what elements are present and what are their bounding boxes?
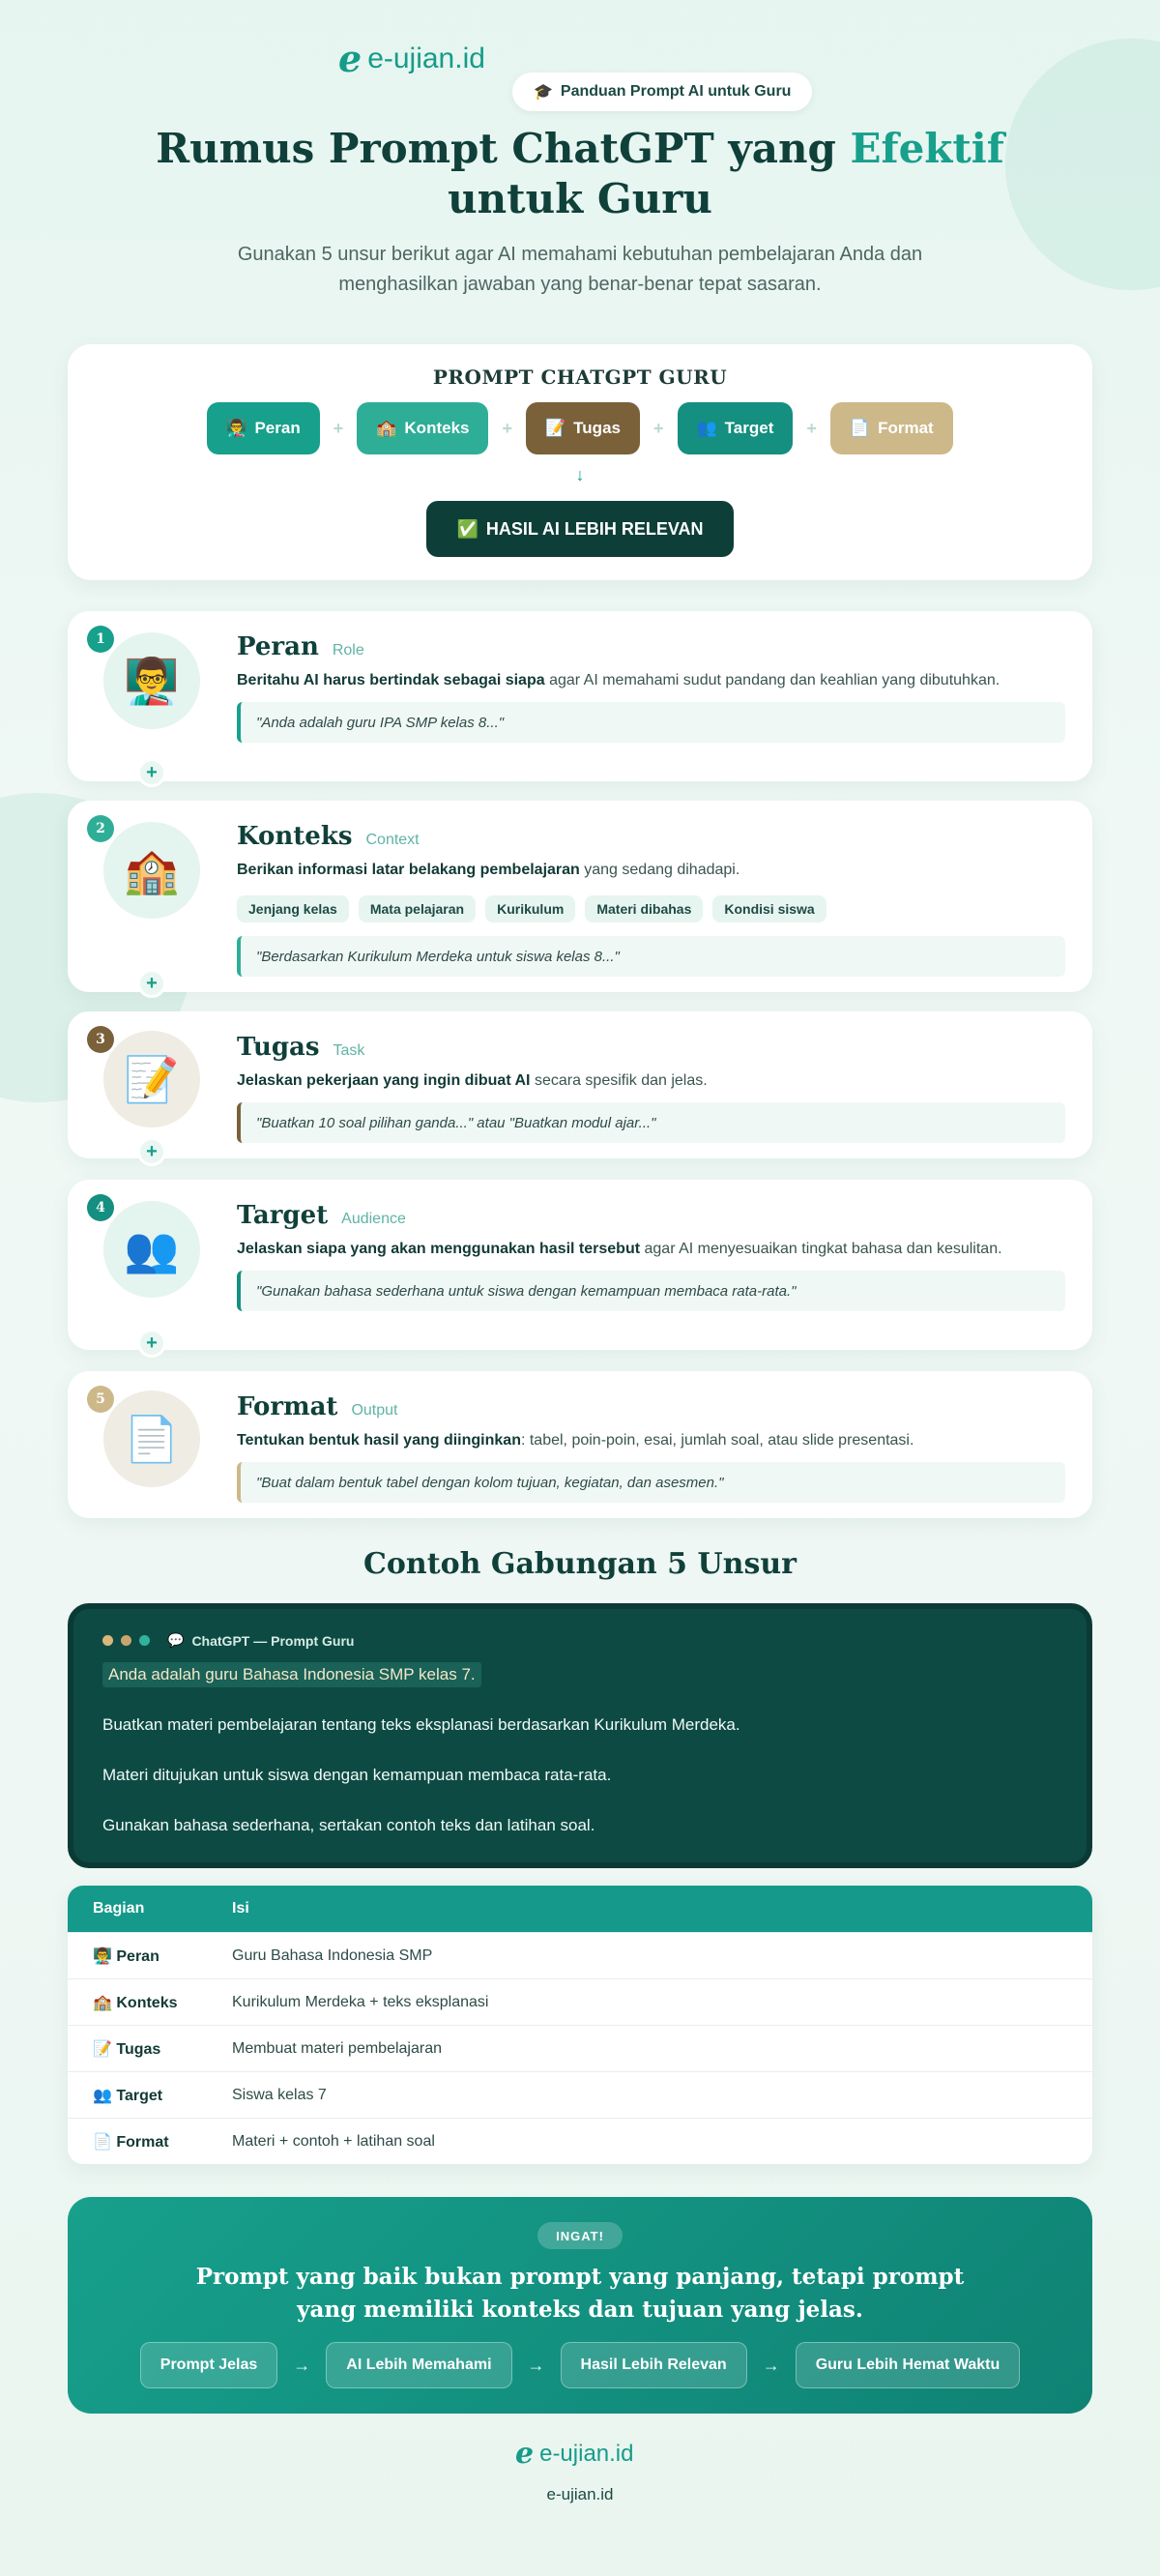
window-dot-icon [121,1635,131,1646]
people-icon: 👥 [696,419,717,437]
step-description-rest: secara spesifik dan jelas. [530,1072,708,1089]
plus-connector-icon: + [137,969,166,998]
step-example: "Anda adalah guru IPA SMP kelas 8..." [237,702,1065,743]
teacher-icon: 👨‍🏫 [93,1947,112,1965]
row-value: Kurikulum Merdeka + teks eksplanasi [232,1993,489,2010]
check-icon: ✅ [456,518,478,539]
document-icon: 📄 [103,1390,200,1487]
table-row [68,1932,1092,1978]
chip-target [678,402,794,454]
flow-step: AI Lebih Memahami [326,2342,511,2388]
step-description-bold: Jelaskan siapa yang akan menggunakan hasil tersebut [237,1241,641,1257]
step-card-target [68,1180,1092,1350]
step-description-rest: yang sedang dihadapi. [579,862,740,878]
step-description [237,669,1065,692]
step-description-bold: Tentukan bentuk hasil yang diinginkan [237,1432,521,1449]
table-header [68,1886,1092,1932]
context-tag: Kurikulum [485,895,575,922]
chip-label: Target [724,419,774,437]
step-subtitle: Role [332,642,364,659]
step-card-tugas [68,1011,1092,1158]
row-value: Guru Bahasa Indonesia SMP [232,1947,433,1964]
footer-url[interactable]: e-ujian.id [546,2485,614,2503]
step-number: 5 [87,1386,114,1413]
logo-mark-icon: e [515,2437,535,2471]
step-description [237,1429,1065,1452]
guide-badge-label: Panduan Prompt AI untuk Guru [560,83,792,100]
chat-example [68,1603,1092,1868]
column-header: Isi [232,1900,249,1917]
memo-icon: 📝 [103,1031,200,1127]
arrow-right-icon: → [762,2355,780,2375]
step-number: 4 [87,1194,114,1221]
document-icon: 📄 [93,2133,112,2151]
arrow-right-icon: → [527,2355,545,2375]
title-part-2: untuk Guru [448,175,712,222]
chip-peran [207,402,319,454]
table-row [68,2118,1092,2164]
row-value: Membuat materi pembelajaran [232,2039,442,2057]
table-row [68,2071,1092,2118]
step-description-bold: Beritahu AI harus bertindak sebagai siapa [237,672,545,688]
step-description-rest: agar AI menyesuaikan tingkat bahasa dan kesulitan. [640,1241,1002,1257]
context-tag: Kondisi siswa [712,895,826,922]
reminder-card [68,2197,1092,2414]
formula-card [68,344,1092,580]
plus-icon: + [333,418,344,438]
title-part-1: Rumus Prompt ChatGPT yang [156,125,836,172]
chip-format [830,402,953,454]
step-title: Tugas [237,1033,320,1062]
chat-line: Materi ditujukan untuk siswa dengan kemampuan membaca rata-rata. [102,1766,612,1784]
row-value: Materi + contoh + latihan soal [232,2132,435,2150]
plus-icon: + [502,418,512,438]
step-subtitle: Context [365,832,420,848]
plus-connector-icon: + [137,1329,166,1358]
teacher-icon: 👨‍🏫 [103,632,200,729]
step-title: Format [237,1392,338,1421]
summary-table [68,1886,1092,2164]
plus-connector-icon: + [137,758,166,787]
chat-line: Anda adalah guru Bahasa Indonesia SMP kelas 7. [102,1662,481,1687]
step-example: "Buatkan 10 soal pilihan ganda..." atau "Buatkan modul ajar..." [237,1102,1065,1143]
logo-mark-icon: e [338,37,362,80]
brand-logo[interactable] [338,37,485,80]
step-description [237,1238,1065,1261]
chip-label: Format [878,419,934,437]
chat-line: Buatkan materi pembelajaran tentang teks eksplanasi berdasarkan Kurikulum Merdeka. [102,1715,740,1734]
chat-header [102,1632,1058,1649]
step-subtitle: Audience [341,1211,406,1227]
context-tag: Materi dibahas [585,895,703,922]
table-row [68,1978,1092,2025]
school-icon: 🏫 [103,822,200,919]
arrow-down-icon: ↓ [575,465,585,484]
step-card-format [68,1371,1092,1518]
step-subtitle: Task [333,1042,365,1059]
context-tag: Mata pelajaran [359,895,476,922]
step-number: 2 [87,815,114,842]
step-number: 1 [87,626,114,653]
flow-step: Hasil Lebih Relevan [561,2342,747,2388]
chat-title: ChatGPT — Prompt Guru [191,1632,355,1649]
step-subtitle: Output [351,1402,398,1419]
reminder-badge: INGAT! [537,2222,623,2249]
logo-text: e-ujian.id [539,2440,634,2467]
chip-konteks [357,402,488,454]
step-description [237,1069,1065,1093]
step-description-rest: : tabel, poin-poin, esai, jumlah soal, atau slide presentasi. [520,1432,914,1449]
logo-text: e-ujian.id [367,42,485,74]
example-heading: Contoh Gabungan 5 Unsur [363,1547,797,1581]
step-title: Peran [237,632,319,661]
reminder-flow [68,2342,1092,2388]
result-label: HASIL AI LEBIH RELEVAN [485,518,704,539]
step-example: "Gunakan bahasa sederhana untuk siswa dengan kemampuan membaca rata-rata." [237,1271,1065,1311]
window-dot-icon [139,1635,150,1646]
flow-step: Prompt Jelas [140,2342,277,2388]
document-icon: 📄 [849,419,871,437]
column-header: Bagian [93,1900,145,1917]
formula-chips [68,402,1092,454]
chip-label: Peran [254,419,301,437]
arrow-right-icon: → [293,2355,311,2375]
step-example: "Berdasarkan Kurikulum Merdeka untuk siswa kelas 8..." [237,936,1065,977]
plus-connector-icon: + [137,1137,166,1166]
graduation-cap-icon: 🎓 [534,84,553,101]
footer-logo[interactable] [515,2437,634,2471]
result-badge [426,501,734,557]
school-icon: 🏫 [93,1994,112,2011]
context-tags [237,895,1065,922]
step-number: 3 [87,1026,114,1053]
page-title [126,124,1034,224]
context-tag: Jenjang kelas [237,895,349,922]
chip-label: Tugas [573,419,621,437]
step-description-bold: Berikan informasi latar belakang pembelajaran [237,862,580,878]
row-part: Konteks [116,1994,178,2011]
step-title: Target [237,1201,329,1230]
chip-label: Konteks [404,419,470,437]
step-description-rest: agar AI memahami sudut pandang dan keahlian yang dibutuhkan. [544,672,1000,688]
step-description-bold: Jelaskan pekerjaan yang ingin dibuat AI [237,1072,531,1089]
plus-icon: + [806,418,817,438]
row-part: Format [116,2133,169,2151]
step-example: "Buat dalam bentuk tabel dengan kolom tujuan, kegiatan, dan asesmen." [237,1462,1065,1503]
school-icon: 🏫 [376,419,397,437]
row-value: Siswa kelas 7 [232,2086,327,2103]
step-title: Konteks [237,822,353,851]
chat-line: Gunakan bahasa sederhana, sertakan contoh teks dan latihan soal. [102,1816,595,1834]
speech-bubble-icon: 💬 [167,1632,185,1648]
teacher-icon: 👨‍🏫 [226,419,247,437]
memo-icon: 📝 [93,2040,112,2058]
step-card-konteks [68,801,1092,992]
window-dot-icon [102,1635,113,1646]
step-card-peran [68,611,1092,781]
page-subtitle: Gunakan 5 unsur berikut agar AI memahami kebutuhan pembelajaran Anda dan menghasilkan jawaban yang benar-benar tepat sasaran. [237,244,923,295]
formula-title: PROMPT CHATGPT GURU [432,366,728,389]
people-icon: 👥 [93,2087,112,2104]
flow-step: Guru Lebih Hemat Waktu [796,2342,1021,2388]
row-part: Tugas [116,2040,161,2058]
people-icon: 👥 [103,1201,200,1298]
guide-badge [512,73,812,111]
row-part: Target [116,2087,163,2104]
row-part: Peran [116,1947,160,1965]
memo-icon: 📝 [545,419,566,437]
table-row [68,2025,1092,2071]
plus-icon: + [652,418,664,438]
reminder-text: Prompt yang baik bukan prompt yang panjang, tetapi prompt yang memiliki konteks dan tujuan yang jelas. [195,2264,965,2323]
title-accent: Efektif [850,125,1004,172]
step-description [237,859,1065,882]
chip-tugas [526,402,640,454]
